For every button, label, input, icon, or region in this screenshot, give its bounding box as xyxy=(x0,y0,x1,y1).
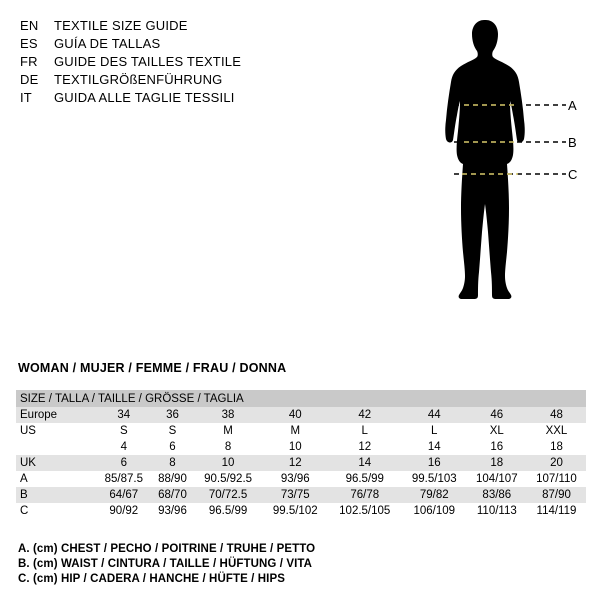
cell-c-0: 90/92 xyxy=(96,503,152,519)
cell-us-0: S xyxy=(96,423,152,439)
language-text-de: TEXTILGRÖßENFÜHRUNG xyxy=(54,72,223,87)
language-row-en xyxy=(20,18,350,36)
row-label-c: C xyxy=(16,503,96,519)
language-code-fr: FR xyxy=(20,54,38,69)
language-row-es xyxy=(20,36,350,54)
cell-usnum-4: 12 xyxy=(328,439,402,455)
cell-europe-4: 42 xyxy=(328,407,402,423)
measure-label-b: B xyxy=(568,135,577,150)
measure-label-a: A xyxy=(568,98,577,113)
cell-usnum-7: 18 xyxy=(527,439,586,455)
cell-a-5: 99.5/103 xyxy=(402,471,467,487)
cell-usnum-1: 6 xyxy=(152,439,194,455)
cell-b-1: 68/70 xyxy=(152,487,194,503)
cell-usnum-0: 4 xyxy=(96,439,152,455)
cell-c-6: 110/113 xyxy=(467,503,527,519)
cell-c-2: 96.5/99 xyxy=(193,503,263,519)
cell-usnum-6: 16 xyxy=(467,439,527,455)
size-table-container xyxy=(16,390,586,519)
row-label-us-numeric xyxy=(16,439,96,455)
cell-us-4: L xyxy=(328,423,402,439)
cell-us-3: M xyxy=(263,423,328,439)
cell-b-7: 87/90 xyxy=(527,487,586,503)
row-label-us: US xyxy=(16,423,96,439)
row-label-b: B xyxy=(16,487,96,503)
cell-us-7: XXL xyxy=(527,423,586,439)
row-label-uk: UK xyxy=(16,455,96,471)
cell-a-7: 107/110 xyxy=(527,471,586,487)
cell-europe-7: 48 xyxy=(527,407,586,423)
cell-us-2: M xyxy=(193,423,263,439)
cell-europe-2: 38 xyxy=(193,407,263,423)
table-row xyxy=(16,439,586,455)
cell-uk-6: 18 xyxy=(467,455,527,471)
cell-europe-1: 36 xyxy=(152,407,194,423)
cell-europe-6: 46 xyxy=(467,407,527,423)
cell-b-2: 70/72.5 xyxy=(193,487,263,503)
legend-line-c: C. (cm) HIP / CADERA / HANCHE / HÜFTE / HIPS xyxy=(18,573,286,585)
language-row-fr xyxy=(20,54,350,72)
table-row xyxy=(16,423,586,439)
cell-europe-5: 44 xyxy=(402,407,467,423)
language-text-en: TEXTILE SIZE GUIDE xyxy=(54,18,188,33)
table-row xyxy=(16,503,586,519)
cell-c-5: 106/109 xyxy=(402,503,467,519)
table-row xyxy=(16,471,586,487)
cell-a-4: 96.5/99 xyxy=(328,471,402,487)
table-row xyxy=(16,487,586,503)
cell-c-1: 93/96 xyxy=(152,503,194,519)
cell-a-1: 88/90 xyxy=(152,471,194,487)
language-row-it xyxy=(20,90,350,108)
cell-a-3: 93/96 xyxy=(263,471,328,487)
cell-b-5: 79/82 xyxy=(402,487,467,503)
cell-a-6: 104/107 xyxy=(467,471,527,487)
cell-uk-0: 6 xyxy=(96,455,152,471)
language-header xyxy=(20,18,350,108)
measure-label-c: C xyxy=(568,167,578,182)
table-row xyxy=(16,455,586,471)
legend-line-b: B. (cm) WAIST / CINTURA / TAILLE / HÜFTUNG / VITA xyxy=(18,558,313,570)
language-code-it: IT xyxy=(20,90,32,105)
legend-line-a: A. (cm) CHEST / PECHO / POITRINE / TRUHE / PETTO xyxy=(18,543,316,555)
cell-uk-3: 12 xyxy=(263,455,328,471)
row-label-a: A xyxy=(16,471,96,487)
language-row-de xyxy=(20,72,350,90)
cell-b-4: 76/78 xyxy=(328,487,402,503)
language-code-de: DE xyxy=(20,72,39,87)
cell-b-0: 64/67 xyxy=(96,487,152,503)
table-header-row xyxy=(16,390,586,407)
cell-a-2: 90.5/92.5 xyxy=(193,471,263,487)
cell-europe-0: 34 xyxy=(96,407,152,423)
cell-c-4: 102.5/105 xyxy=(328,503,402,519)
section-title: WOMAN / MUJER / FEMME / FRAU / DONNA xyxy=(18,361,287,375)
cell-uk-7: 20 xyxy=(527,455,586,471)
cell-usnum-5: 14 xyxy=(402,439,467,455)
language-code-en: EN xyxy=(20,18,39,33)
cell-b-3: 73/75 xyxy=(263,487,328,503)
cell-us-6: XL xyxy=(467,423,527,439)
cell-c-3: 99.5/102 xyxy=(263,503,328,519)
cell-c-7: 114/119 xyxy=(527,503,586,519)
language-code-es: ES xyxy=(20,36,38,51)
table-header-label: SIZE / TALLA / TAILLE / GRÖSSE / TAGLIA xyxy=(16,390,586,407)
cell-europe-3: 40 xyxy=(263,407,328,423)
cell-uk-4: 14 xyxy=(328,455,402,471)
legend xyxy=(18,542,578,587)
table-row xyxy=(16,407,586,423)
row-label-europe: Europe xyxy=(16,407,96,423)
cell-uk-2: 10 xyxy=(193,455,263,471)
language-text-fr: GUIDE DES TAILLES TEXTILE xyxy=(54,54,242,69)
cell-us-5: L xyxy=(402,423,467,439)
cell-b-6: 83/86 xyxy=(467,487,527,503)
language-text-it: GUIDA ALLE TAGLIE TESSILI xyxy=(54,90,235,105)
cell-us-1: S xyxy=(152,423,194,439)
cell-usnum-3: 10 xyxy=(263,439,328,455)
cell-uk-1: 8 xyxy=(152,455,194,471)
cell-a-0: 85/87.5 xyxy=(96,471,152,487)
size-table xyxy=(16,390,586,519)
female-silhouette-icon xyxy=(420,8,590,378)
cell-usnum-2: 8 xyxy=(193,439,263,455)
figure-diagram xyxy=(420,8,590,378)
language-text-es: GUÍA DE TALLAS xyxy=(54,36,161,51)
cell-uk-5: 16 xyxy=(402,455,467,471)
